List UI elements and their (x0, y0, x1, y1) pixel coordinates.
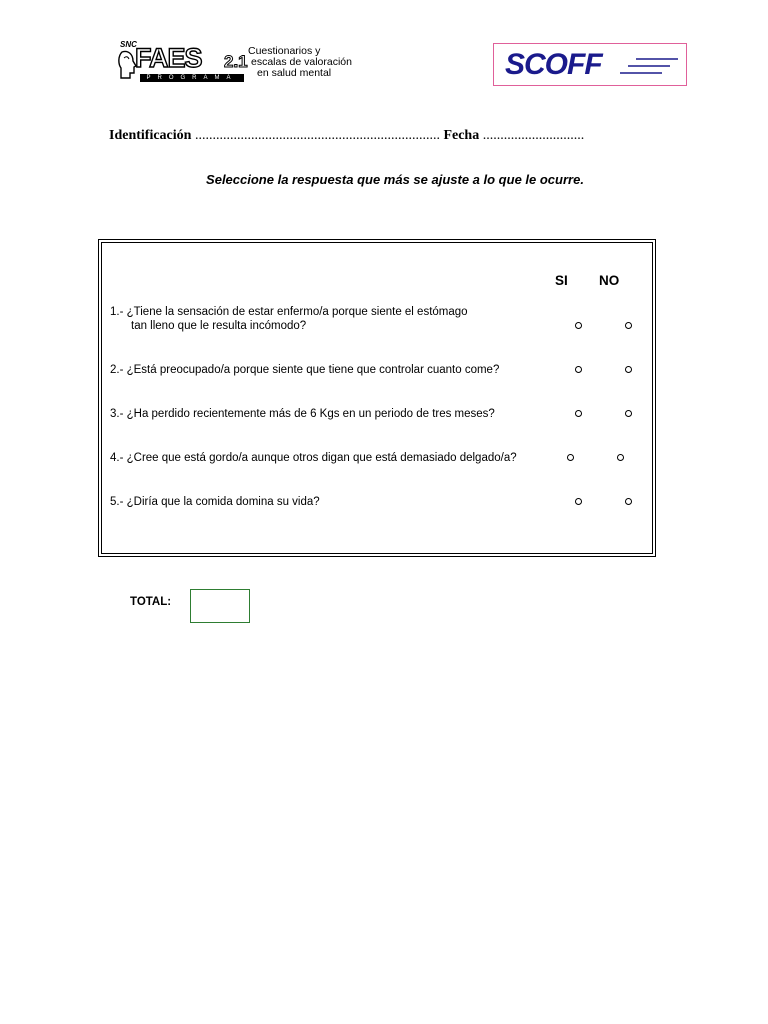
q2-no-radio[interactable] (625, 366, 632, 373)
q4-yes-radio[interactable] (567, 454, 574, 461)
q2-yes-radio[interactable] (575, 366, 582, 373)
question-3 (110, 407, 495, 421)
q3-no-radio[interactable] (625, 410, 632, 417)
tagline-line: en salud mental (257, 67, 332, 79)
q3-yes-radio[interactable] (575, 410, 582, 417)
q1-yes-radio[interactable] (575, 322, 582, 329)
identification-label: Identificación (109, 128, 192, 143)
logo-tagline (248, 46, 352, 79)
question-1 (110, 305, 468, 333)
column-header-yes: SI (555, 273, 568, 288)
question-text: 4.- ¿Cree que está gordo/a aunque otros digan que está demasiado delgado/a? (110, 452, 517, 464)
question-text: 5.- ¿Diría que la comida domina su vida? (110, 496, 320, 508)
total-input[interactable] (190, 589, 250, 623)
speed-lines-icon (620, 56, 680, 78)
question-text: 1.- ¿Tiene la sensación de estar enfermo/a porque siente el estómago (110, 306, 468, 318)
question-5 (110, 495, 320, 509)
question-text: 3.- ¿Ha perdido recientemente más de 6 Kgs en un periodo de tres meses? (110, 408, 495, 420)
logo-version: 2.1 (224, 52, 248, 71)
scale-title: SCOFF (505, 48, 602, 81)
identification-field[interactable]: ...................................................................... (194, 128, 440, 143)
tagline-line: escalas de valoración (251, 56, 352, 68)
question-text-continued: tan lleno que le resulta incómodo? (131, 320, 307, 332)
date-field[interactable]: ............................. (482, 128, 585, 143)
question-4 (110, 451, 517, 465)
q5-yes-radio[interactable] (575, 498, 582, 505)
identification-line (109, 128, 584, 144)
q1-no-radio[interactable] (625, 322, 632, 329)
logo-brand: FAES (135, 43, 202, 73)
scale-title-box (493, 43, 687, 86)
column-header-no: NO (599, 273, 620, 288)
instruction-text: Seleccione la respuesta que más se ajuste a lo que le ocurre. (206, 172, 584, 187)
q4-no-radio[interactable] (617, 454, 624, 461)
questionnaire-box (98, 239, 656, 557)
logo-program: PROGRAMA (140, 74, 244, 82)
question-2 (110, 363, 499, 377)
date-label: Fecha (443, 128, 480, 143)
q5-no-radio[interactable] (625, 498, 632, 505)
question-text: 2.- ¿Está preocupado/a porque siente que tiene que controlar cuanto come? (110, 364, 500, 376)
tagline-line: Cuestionarios y (248, 45, 321, 57)
logo-tag: SNC (120, 40, 137, 49)
faes-logo (116, 42, 356, 86)
total-label: TOTAL: (130, 596, 172, 608)
